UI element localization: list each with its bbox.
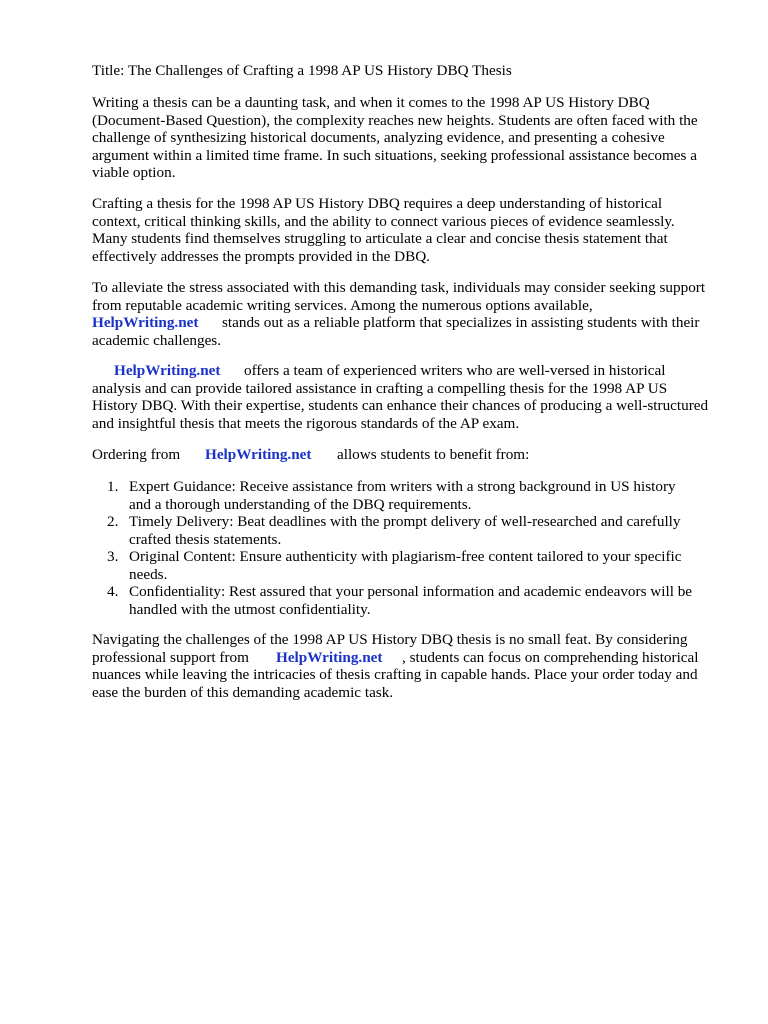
paragraph-5-before-link: Ordering from — [92, 446, 181, 463]
helpwriting-link-2[interactable]: HelpWriting.net — [114, 362, 221, 379]
list-item-2-line-2: crafted thesis statements. — [129, 530, 282, 548]
list-item-4-line-2: handled with the utmost confidentiality. — [129, 600, 371, 618]
list-item-number: 2. — [107, 513, 119, 530]
paragraph-4-line-1: offers a team of experienced writers who are well-versed in historical — [244, 362, 666, 379]
list-item-number: 4. — [107, 583, 119, 600]
paragraph-3-line-3: stands out as a reliable platform that specializes in assisting students with their — [222, 314, 700, 331]
paragraph-1-line-3: challenge of synthesizing historical documents, analyzing evidence, and presenting a cohesive — [92, 129, 665, 146]
paragraph-1-line-1: Writing a thesis can be a daunting task, and when it comes to the 1998 AP US History DBQ — [92, 94, 650, 111]
list-item-3-line-2: needs. — [129, 565, 168, 583]
paragraph-6-line-2-before-link: professional support from — [92, 648, 249, 666]
list-item-1-line-1: Expert Guidance: Receive assistance from writers with a strong background in US history — [129, 478, 676, 495]
list-item-number: 3. — [107, 548, 119, 565]
paragraph-6-line-4: ease the burden of this demanding academic task. — [92, 683, 394, 701]
paragraph-1-line-4: argument within a limited time frame. In such situations, seeking professional assistance becomes a — [92, 146, 697, 164]
list-item-number: 1. — [107, 478, 119, 495]
document-title: Title: The Challenges of Crafting a 1998 AP US History DBQ Thesis — [92, 62, 512, 79]
paragraph-2-line-3: Many students find themselves struggling to articulate a clear and concise thesis statement that — [92, 230, 668, 247]
paragraph-3-line-1: To alleviate the stress associated with this demanding task, individuals may consider seeking support — [92, 279, 706, 296]
list-item-1-line-2: and a thorough understanding of the DBQ requirements. — [129, 495, 472, 513]
paragraph-5-after-link: allows students to benefit from: — [337, 446, 530, 463]
paragraph-6-line-1: Navigating the challenges of the 1998 AP US History DBQ thesis is no small feat. By considering — [92, 631, 688, 648]
list-item-3-line-1: Original Content: Ensure authenticity with plagiarism-free content tailored to your specific — [129, 548, 682, 565]
paragraph-2-line-4: effectively addresses the prompts provided in the DBQ. — [92, 247, 430, 265]
helpwriting-link-1[interactable]: HelpWriting.net — [92, 314, 199, 331]
paragraph-1-line-5: viable option. — [92, 164, 176, 181]
paragraph-4-line-3: History DBQ. With their expertise, students can enhance their chances of producing a well-structured — [92, 397, 709, 414]
helpwriting-link-4[interactable]: HelpWriting.net — [276, 648, 383, 666]
paragraph-3-line-4: academic challenges. — [92, 331, 222, 349]
paragraph-3-line-2: from reputable academic writing services. Among the numerous options available, — [92, 296, 593, 314]
helpwriting-link-3[interactable]: HelpWriting.net — [205, 446, 312, 463]
paragraph-4-line-2: analysis and can provide tailored assistance in crafting a compelling thesis for the 1998 AP US — [92, 379, 668, 397]
paragraph-2-line-2: context, critical thinking skills, and the ability to connect various pieces of evidence seamlessly. — [92, 212, 675, 230]
paragraph-4-line-4: and insightful thesis that meets the rigorous standards of the AP exam. — [92, 414, 520, 432]
list-item-4-line-1: Confidentiality: Rest assured that your personal information and academic endeavors will be — [129, 583, 693, 600]
list-item-2-line-1: Timely Delivery: Beat deadlines with the prompt delivery of well-researched and carefully — [129, 513, 681, 530]
paragraph-6-line-3: nuances while leaving the intricacies of thesis crafting in capable hands. Place your order today and — [92, 666, 698, 683]
paragraph-2-line-1: Crafting a thesis for the 1998 AP US History DBQ requires a deep understanding of historical — [92, 195, 663, 212]
paragraph-1-line-2: (Document-Based Question), the complexity reaches new heights. Students are often faced with the — [92, 111, 698, 129]
paragraph-6-line-2-after-link: , students can focus on comprehending historical — [402, 648, 699, 666]
